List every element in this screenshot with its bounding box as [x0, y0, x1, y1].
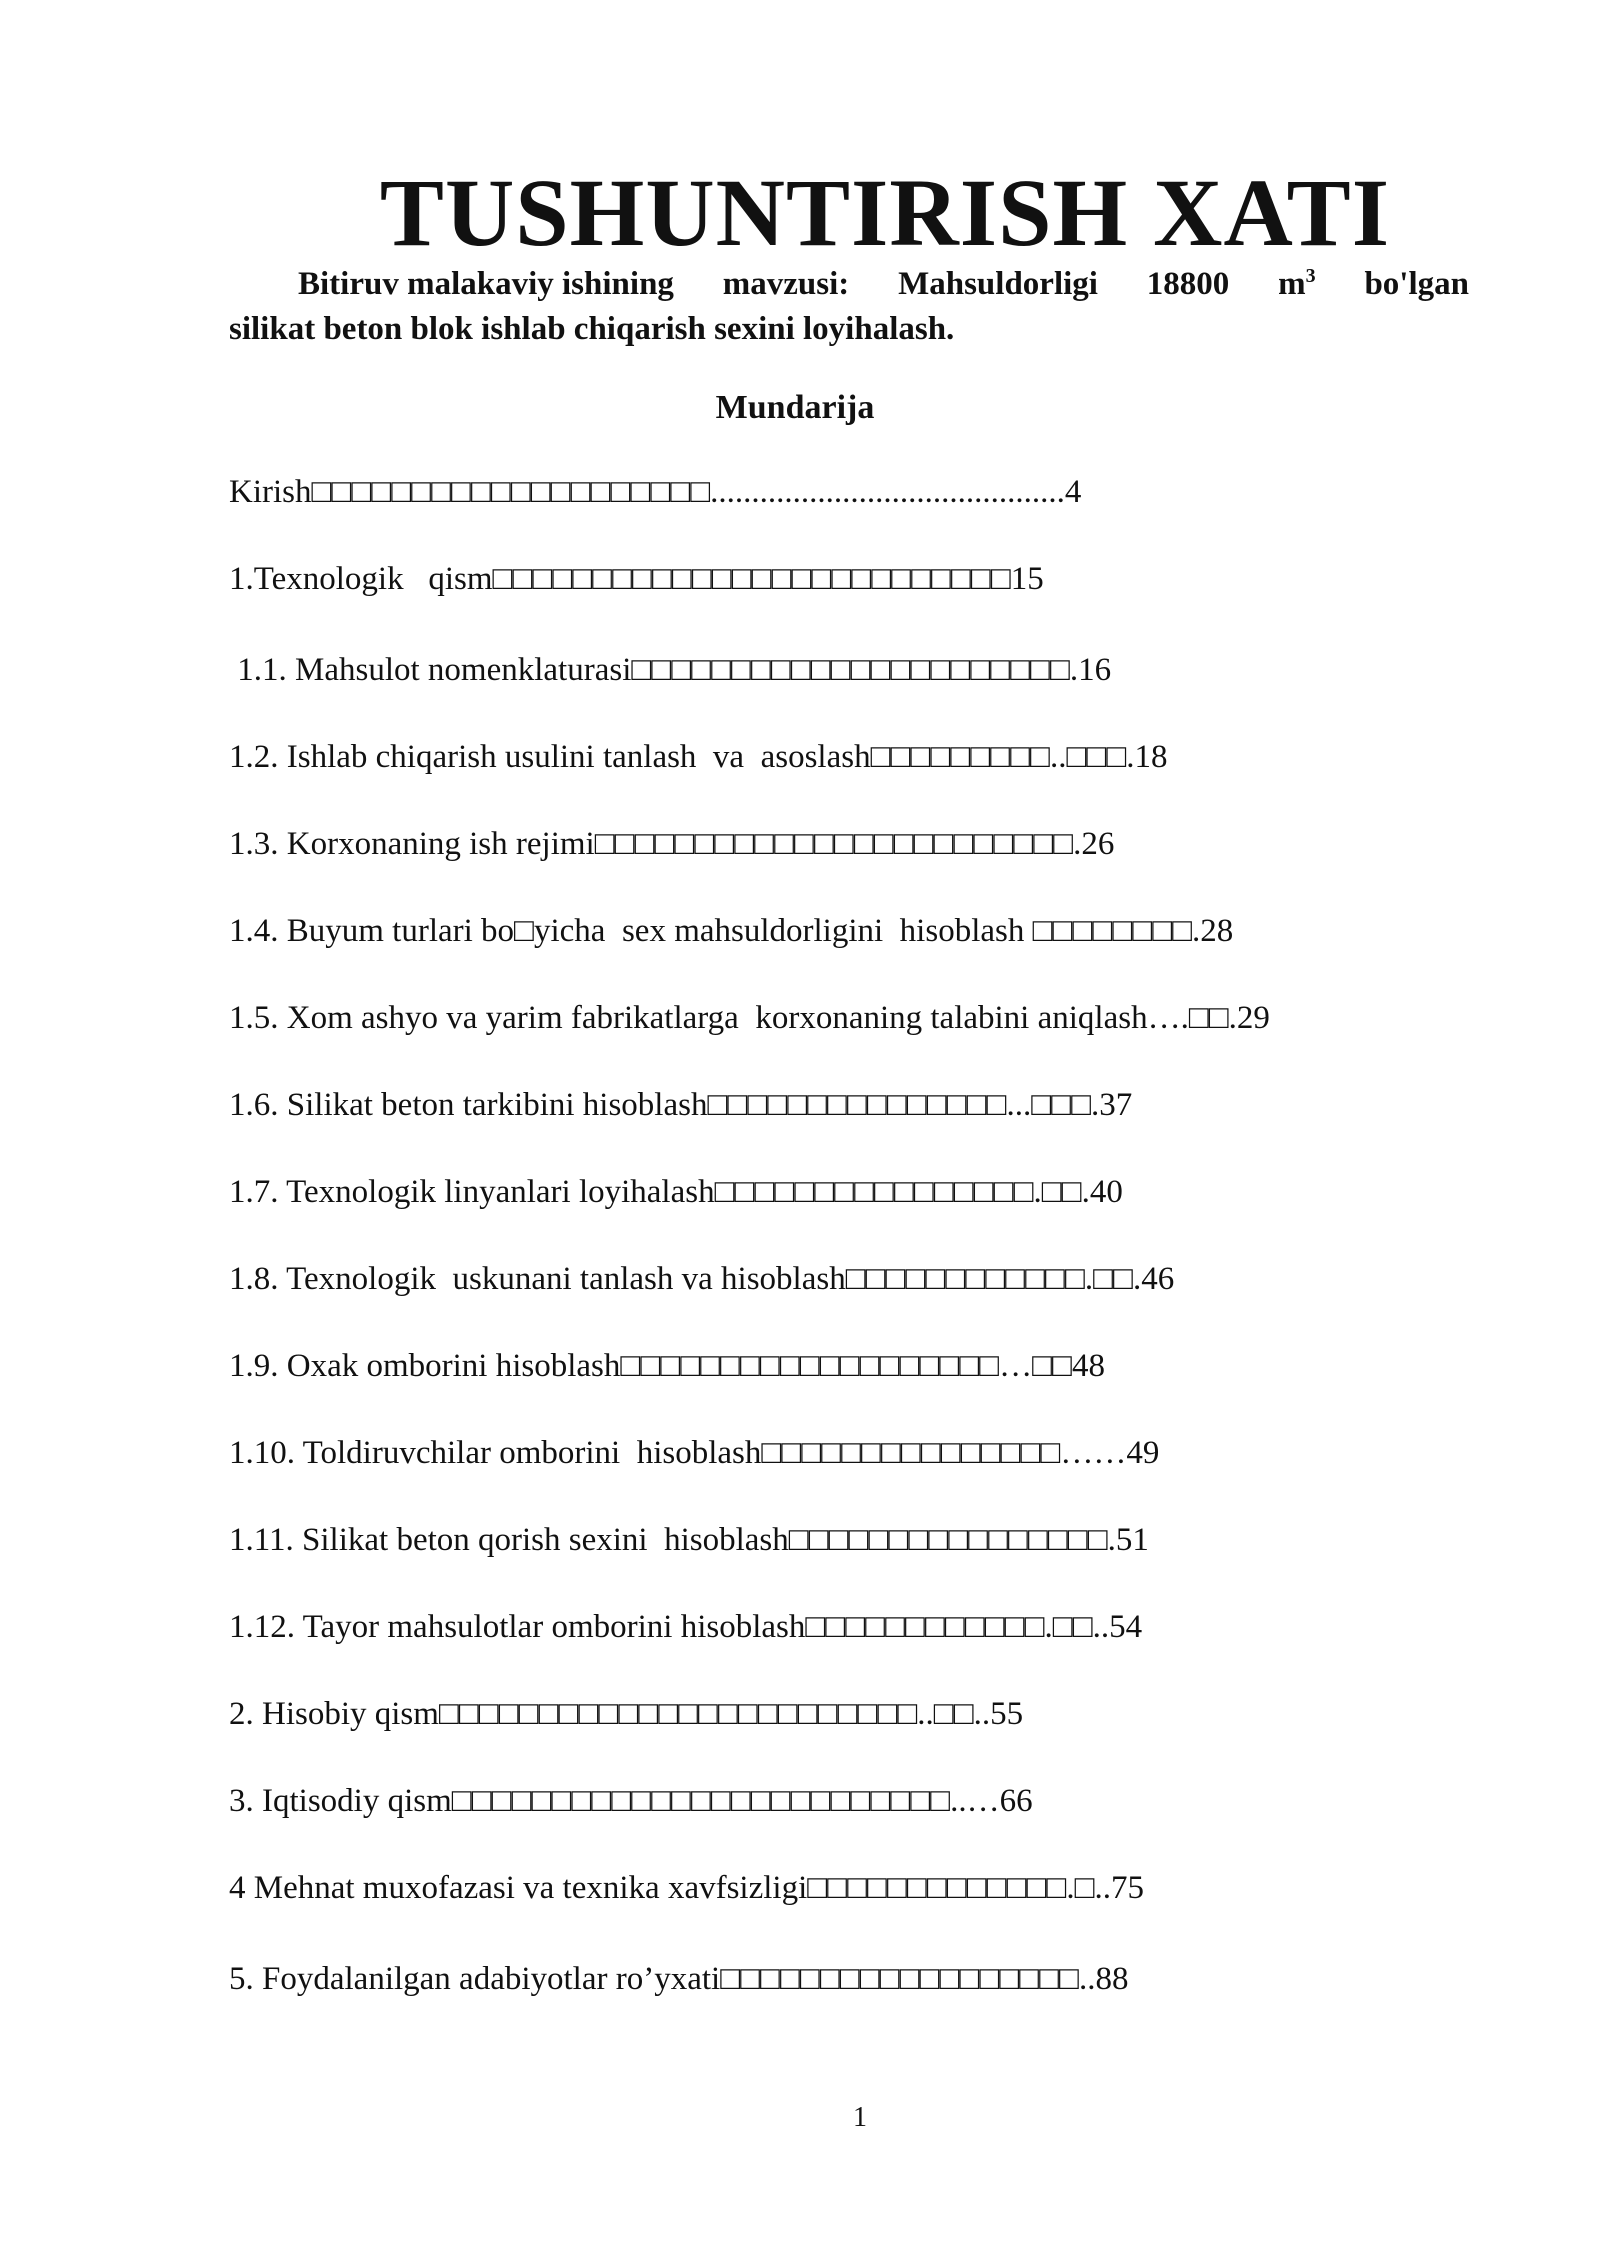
toc-entry: 1.3. Korxonaning ish rejimi□□□□□□□□□□□□□□□□□□□□□□□□.26	[229, 826, 1115, 862]
toc-entry: 1.9. Oxak omborini hisoblash□□□□□□□□□□□□□□□□□□□…□□48	[229, 1348, 1105, 1384]
topic-word: 18800	[1146, 266, 1230, 302]
topic-unit	[1278, 262, 1316, 307]
thesis-topic-line-1	[229, 262, 1469, 307]
toc-entry: 1.4. Buyum turlari bo□yicha sex mahsuldorligini hisoblash □□□□□□□□.28	[229, 913, 1234, 949]
topic-word: Bitiruv malakaviy ishining	[298, 266, 674, 302]
toc-entry: 1.2. Ishlab chiqarish usulini tanlash va asoslash□□□□□□□□□..□□□.18	[229, 739, 1168, 775]
toc-entry: 1.Texnologik qism□□□□□□□□□□□□□□□□□□□□□□□□□□15	[229, 561, 1044, 597]
toc-entry: 1.6. Silikat beton tarkibini hisoblash□□□□□□□□□□□□□□□...□□□.37	[229, 1087, 1133, 1123]
toc-entry: 1.11. Silikat beton qorish sexini hisoblash□□□□□□□□□□□□□□□□.51	[229, 1522, 1149, 1558]
page-number: 1	[853, 2102, 867, 2133]
topic-unit-m: m	[1278, 266, 1306, 302]
toc-entry: 1.7. Texnologik linyanlari loyihalash□□□□□□□□□□□□□□□□.□□.40	[229, 1174, 1123, 1210]
toc-entry: Kirish□□□□□□□□□□□□□□□□□□□□...........................................4	[229, 474, 1082, 510]
thesis-topic-line-2: silikat beton blok ishlab chiqarish sexini loyihalash.	[229, 311, 955, 347]
topic-unit-exponent: 3	[1305, 265, 1316, 287]
toc-entry: 1.8. Texnologik uskunani tanlash va hisoblash□□□□□□□□□□□□.□□.46	[229, 1261, 1175, 1297]
toc-entry: 1.1. Mahsulot nomenklaturasi□□□□□□□□□□□□□□□□□□□□□□.16	[229, 652, 1112, 688]
toc-entry: 1.5. Xom ashyo va yarim fabrikatlarga korxonaning talabini aniqlash….□□.29	[229, 1000, 1270, 1036]
topic-word: bo'lgan	[1364, 266, 1469, 302]
topic-word: mavzusi:	[722, 266, 850, 302]
toc-entry: 4 Mehnat muxofazasi va texnika xavfsizligi□□□□□□□□□□□□□.□..75	[229, 1870, 1145, 1906]
topic-word: Mahsuldorligi	[898, 266, 1098, 302]
toc-entry: 5. Foydalanilgan adabiyotlar ro’yxati□□□□□□□□□□□□□□□□□□..88	[229, 1961, 1129, 1997]
contents-heading: Mundarija	[715, 389, 875, 426]
document-title: TUSHUNTIRISH XATI	[379, 159, 1391, 266]
toc-entry: 2. Hisobiy qism□□□□□□□□□□□□□□□□□□□□□□□□..□□..55	[229, 1696, 1024, 1732]
toc-entry: 1.12. Tayor mahsulotlar omborini hisoblash□□□□□□□□□□□□.□□..54	[229, 1609, 1143, 1645]
toc-entry: 1.10. Toldiruvchilar omborini hisoblash□□□□□□□□□□□□□□□……49	[229, 1435, 1160, 1471]
thesis-topic	[229, 262, 1469, 352]
toc-entry: 3. Iqtisodiy qism□□□□□□□□□□□□□□□□□□□□□□□□□..…66	[229, 1783, 1033, 1819]
